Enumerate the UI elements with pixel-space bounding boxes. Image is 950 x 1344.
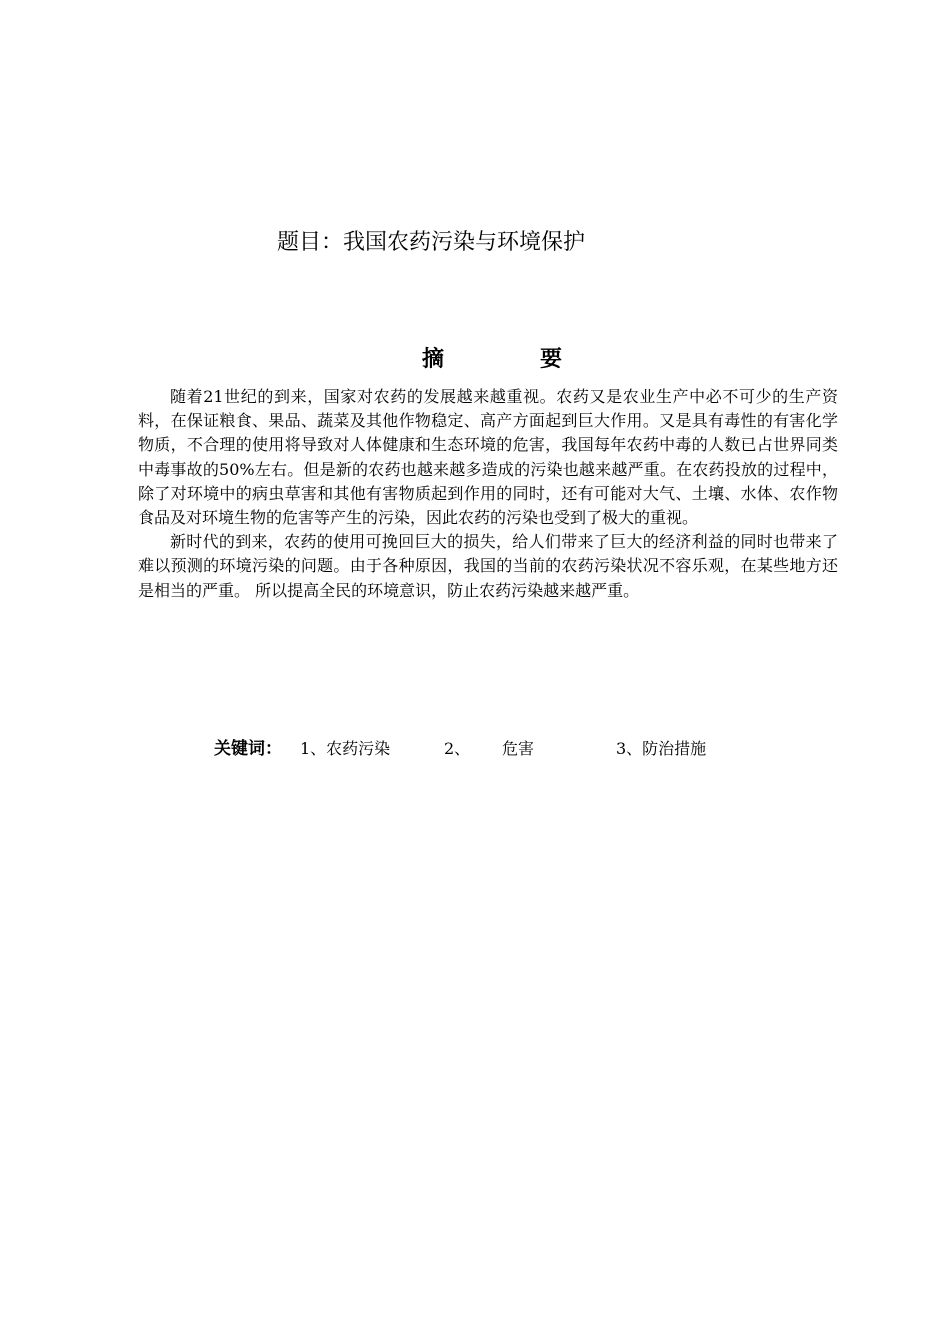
keyword-2-number: 2、: [444, 739, 471, 758]
abstract-paragraph-1: 随着21世纪的到来，国家对农药的发展越来越重视。农药又是农业生产中必不可少的生产资料，在保证粮食、果品、蔬菜及其他作物稳定、高产方面起到巨大作用。又是具有毒性的有害化学物质，不合理的使用将导致对人体健康和生态环境的危害，我国每年农药中毒的人数已占世界同类中毒事故的50%左右。但是新的农药也越来越多造成的污染也越来越严重。在农药投放的过程中，除了对环境中的病虫草害和其他有害物质起到作用的同时，还有可能对大气、土壤、水体、农作物食品及对环境生物的危害等产生的污染，因此农药的污染也受到了极大的重视。: [138, 387, 838, 528]
page-title: 题目：我国农药污染与环境保护: [277, 230, 586, 255]
abstract-paragraph-2: 新时代的到来，农药的使用可挽回巨大的损失，给人们带来了巨大的经济利益的同时也带来了难以预测的环境污染的问题。由于各种原因，我国的当前的农药污染状况不容乐观，在某些地方还是相当的严重。 所以提高全民的环境意识，防止农药污染越来越严重。: [138, 532, 838, 600]
abstract-heading-char-1: 摘: [422, 347, 445, 372]
keywords-line: [214, 737, 706, 761]
keyword-1: 1、农药污染: [300, 739, 391, 758]
abstract-heading: [422, 345, 562, 375]
abstract-body: [138, 385, 838, 603]
abstract-heading-char-2: 要: [539, 347, 562, 372]
keywords-label: 关键词：: [214, 739, 282, 759]
keyword-2: 危害: [502, 739, 535, 758]
keyword-3: 3、防治措施: [616, 739, 707, 758]
